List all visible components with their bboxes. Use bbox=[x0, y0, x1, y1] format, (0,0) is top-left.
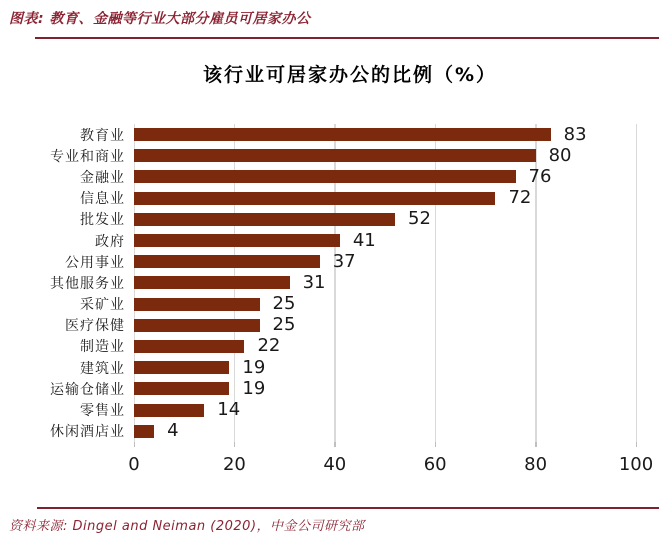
bar-row bbox=[10, 294, 636, 315]
bar-track bbox=[134, 123, 636, 145]
bar-track bbox=[134, 356, 636, 378]
value-label: 41 bbox=[352, 229, 376, 251]
value-label: 76 bbox=[528, 165, 552, 187]
x-tick-label: 60 bbox=[423, 454, 447, 475]
category-label: 其他服务业 bbox=[50, 275, 125, 292]
bar-track bbox=[134, 229, 636, 251]
bar bbox=[134, 298, 260, 311]
bar-track bbox=[134, 210, 636, 228]
category-label: 教育业 bbox=[80, 127, 125, 144]
bar-row bbox=[10, 209, 636, 230]
axis-tick bbox=[334, 442, 336, 447]
axis-tick bbox=[636, 442, 638, 447]
category-label: 金融业 bbox=[80, 169, 125, 186]
value-label: 80 bbox=[548, 144, 572, 166]
bar bbox=[134, 192, 495, 205]
value-label: 31 bbox=[302, 271, 326, 293]
bar bbox=[134, 128, 551, 141]
bar-track bbox=[134, 422, 636, 440]
bar bbox=[134, 170, 516, 183]
bar-chart bbox=[10, 124, 662, 478]
value-label: 22 bbox=[257, 335, 281, 357]
bar-row bbox=[10, 188, 636, 209]
bar-row bbox=[10, 357, 636, 378]
bar-row bbox=[10, 272, 636, 293]
category-label: 建筑业 bbox=[80, 360, 125, 377]
bar bbox=[134, 425, 154, 438]
value-label: 19 bbox=[242, 377, 266, 399]
top-divider bbox=[35, 37, 659, 39]
axis-tick bbox=[134, 442, 136, 447]
bar-row bbox=[10, 145, 636, 166]
category-label: 休闲酒店业 bbox=[50, 424, 125, 441]
bottom-divider bbox=[37, 507, 659, 509]
value-label: 72 bbox=[508, 187, 532, 209]
bar-row bbox=[10, 315, 636, 336]
value-label: 25 bbox=[272, 314, 296, 336]
bar bbox=[134, 404, 204, 417]
axis-tick bbox=[435, 442, 437, 447]
value-label: 52 bbox=[408, 208, 431, 230]
value-label: 37 bbox=[332, 250, 356, 272]
bar bbox=[134, 340, 244, 353]
category-label: 制造业 bbox=[80, 339, 125, 356]
category-label: 专业和商业 bbox=[50, 148, 125, 165]
x-tick-label: 40 bbox=[323, 454, 347, 475]
bar bbox=[134, 382, 229, 395]
bar-track bbox=[134, 401, 636, 419]
chart-title: 该行业可居家办公的比例（%） bbox=[202, 64, 498, 86]
axis-tick bbox=[535, 442, 537, 447]
category-label: 政府 bbox=[95, 233, 125, 250]
value-label: 25 bbox=[272, 293, 296, 315]
axis-tick bbox=[234, 442, 236, 447]
bar-row bbox=[10, 399, 636, 420]
x-axis bbox=[128, 448, 654, 478]
bar-track bbox=[134, 271, 636, 293]
value-label: 83 bbox=[563, 123, 587, 145]
bar-row bbox=[10, 378, 636, 399]
bar-row bbox=[10, 421, 636, 442]
source-note: 资料来源: Dingel and Neiman (2020)，中金公司研究部 bbox=[9, 519, 365, 534]
bar-track bbox=[134, 189, 636, 207]
category-label: 运输仓储业 bbox=[50, 381, 125, 398]
value-label: 19 bbox=[242, 356, 266, 378]
value-label: 14 bbox=[217, 399, 241, 421]
bar-track bbox=[134, 316, 636, 334]
bar-rows bbox=[10, 124, 636, 442]
bar bbox=[134, 234, 340, 247]
bar bbox=[134, 319, 260, 332]
bar-row bbox=[10, 336, 636, 357]
category-label: 公用事业 bbox=[65, 254, 125, 271]
bar bbox=[134, 255, 320, 268]
bar-row bbox=[10, 166, 636, 187]
category-label: 信息业 bbox=[80, 191, 125, 208]
bar-track bbox=[134, 165, 636, 187]
category-label: 零售业 bbox=[80, 403, 125, 420]
bar bbox=[134, 149, 536, 162]
x-tick-label: 0 bbox=[128, 454, 140, 475]
category-label: 批发业 bbox=[80, 212, 125, 229]
value-label: 4 bbox=[167, 420, 179, 442]
figure-caption: 图表: 教育、金融等行业大部分雇员可居家办公 bbox=[9, 11, 311, 27]
category-label: 医疗保健 bbox=[65, 318, 125, 335]
bar-track bbox=[134, 295, 636, 313]
x-tick-label: 20 bbox=[222, 454, 246, 475]
bar-track bbox=[134, 250, 636, 272]
bar-track bbox=[134, 337, 636, 355]
x-tick-label: 80 bbox=[524, 454, 548, 475]
plot-area bbox=[10, 124, 636, 442]
bar bbox=[134, 361, 229, 374]
bar-row bbox=[10, 124, 636, 145]
category-label: 采矿业 bbox=[80, 297, 125, 314]
bar-track bbox=[134, 144, 636, 166]
bar bbox=[134, 276, 290, 289]
bar-track bbox=[134, 377, 636, 399]
bar-row bbox=[10, 230, 636, 251]
bar-row bbox=[10, 251, 636, 272]
x-tick-label: 100 bbox=[618, 454, 654, 475]
bar bbox=[134, 213, 395, 226]
